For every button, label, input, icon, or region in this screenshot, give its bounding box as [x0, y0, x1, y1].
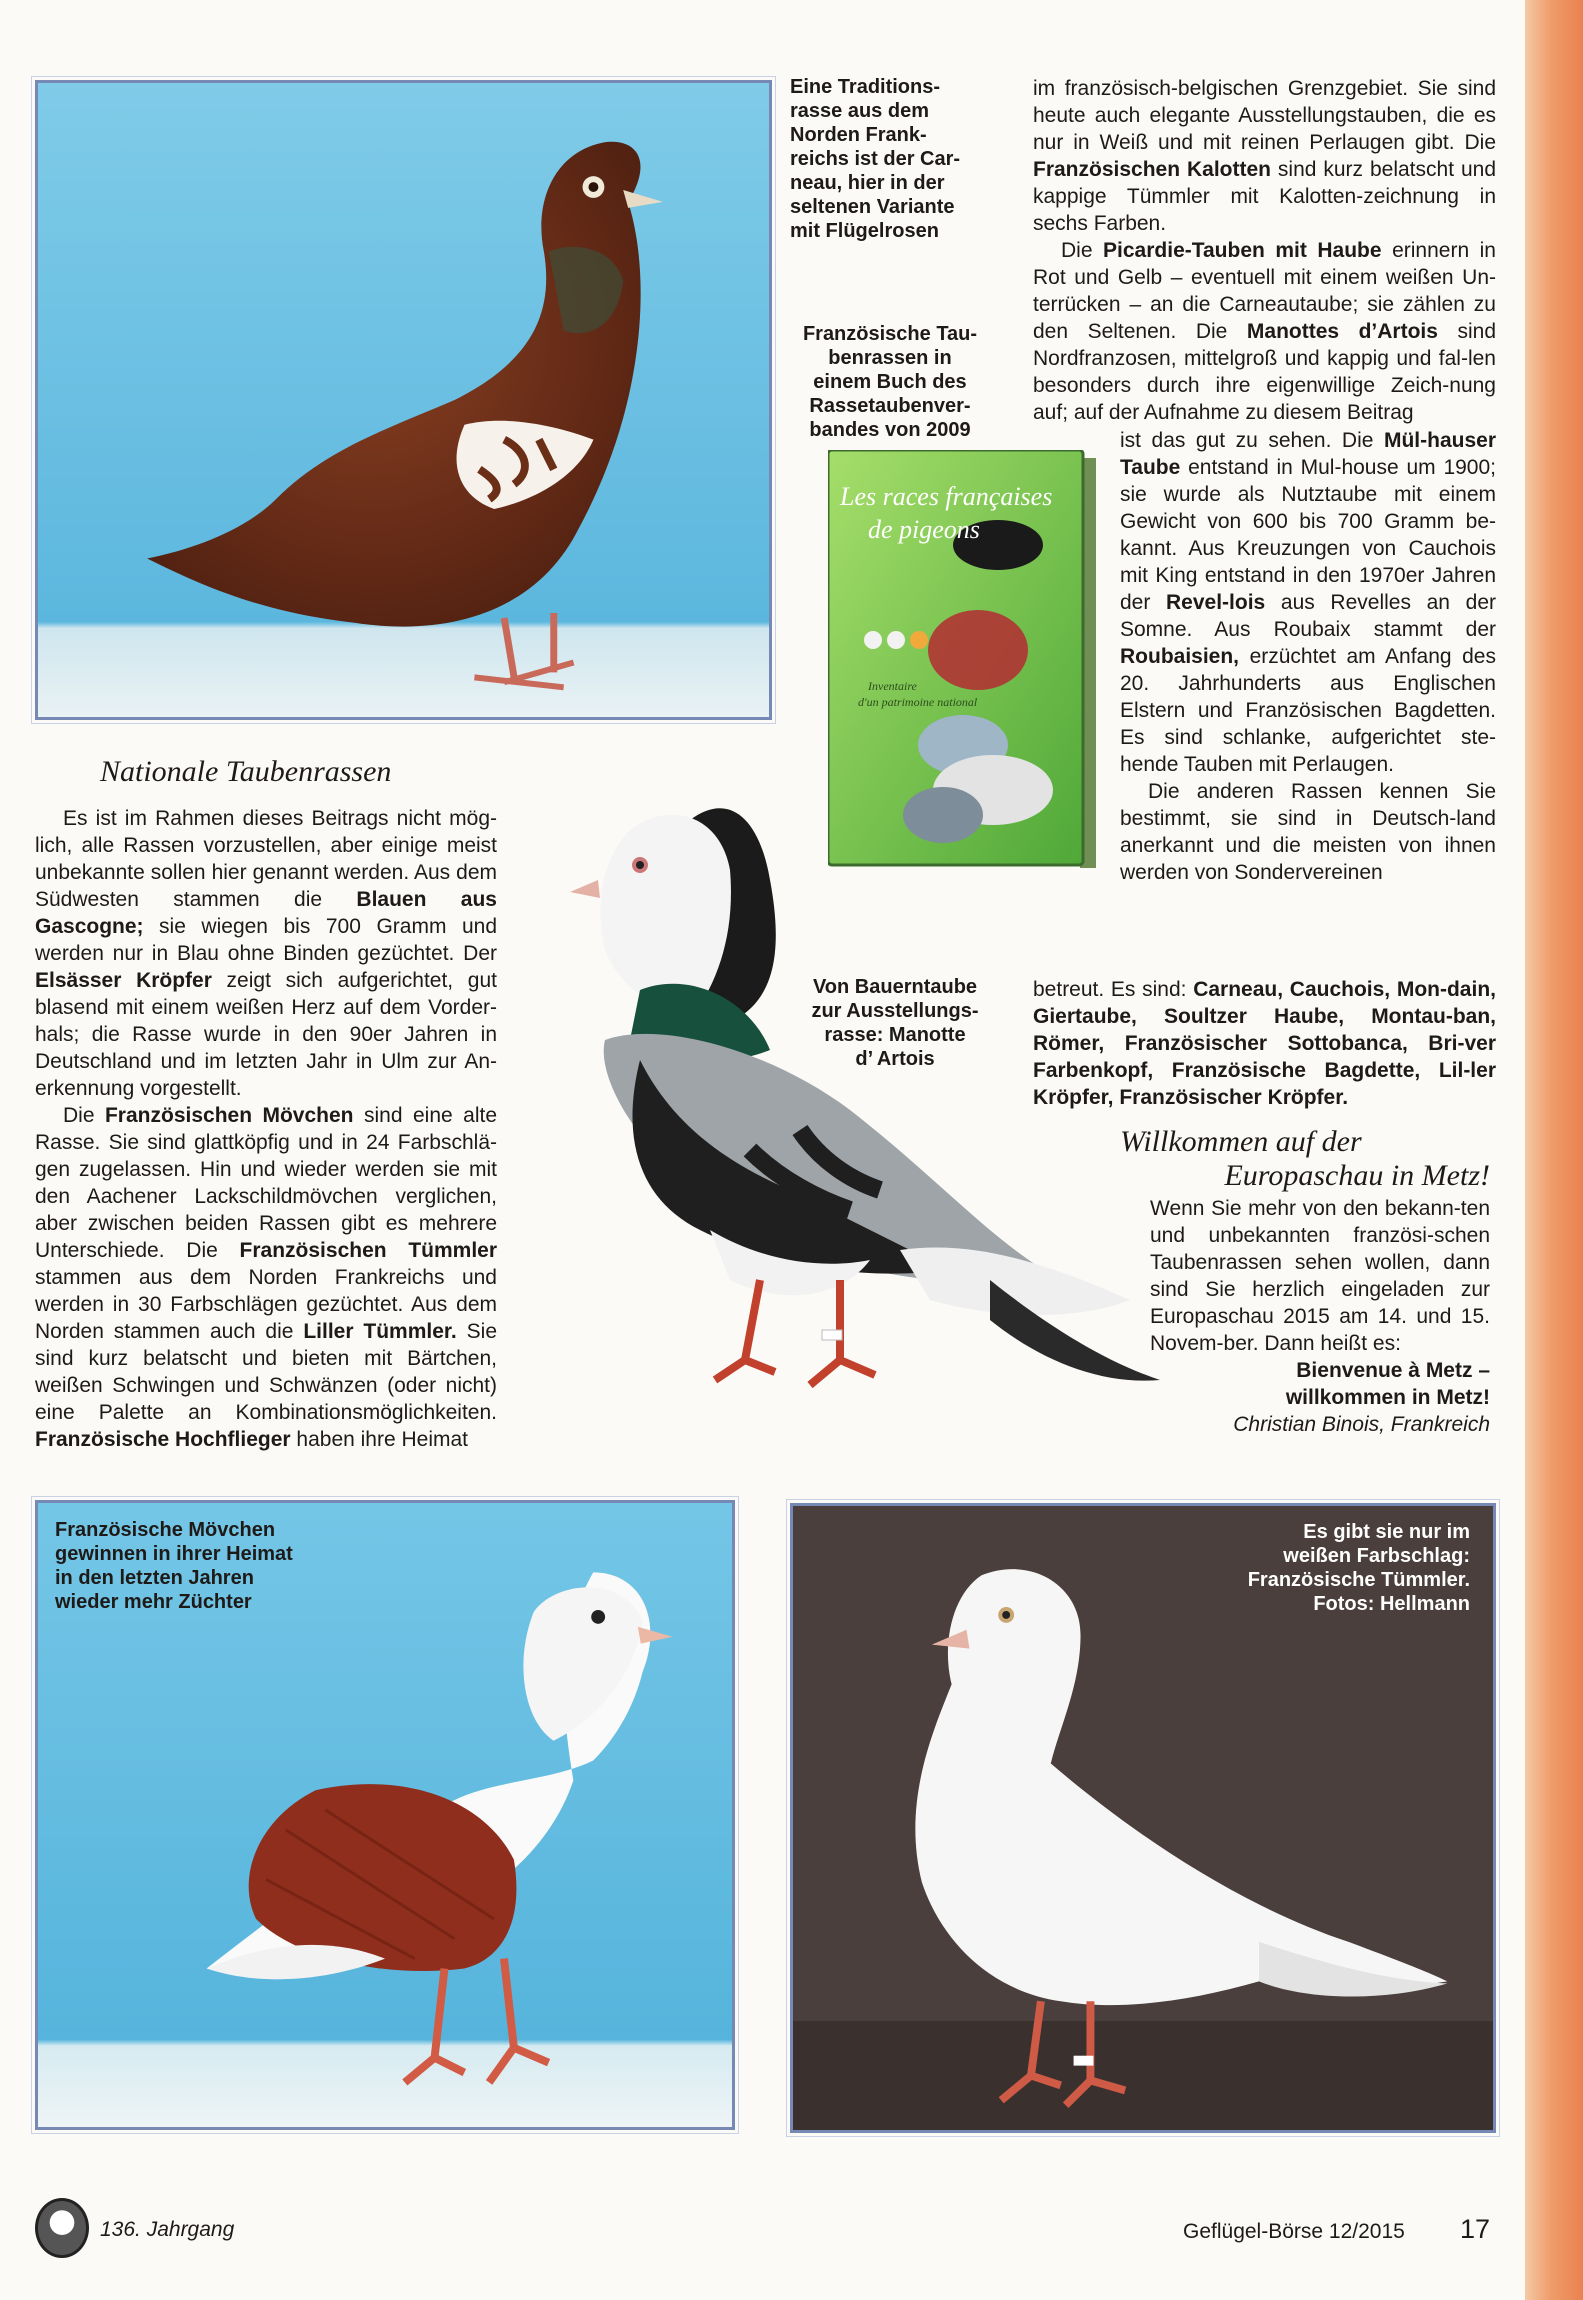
tuemmler-caption: Es gibt sie nur im weißen Farbschlag: Französische Tümmler. Fotos: Hellmann	[1247, 1521, 1470, 1615]
footer-page-number: 17	[1460, 2214, 1491, 2244]
book-title-line1: Les races françaises	[840, 482, 1053, 511]
book-subtitle-1: Inventaire	[868, 679, 917, 693]
left-column-text: Es ist im Rahmen dieses Beitrags nicht mög-lich, alle Rassen vorzustellen, aber einige meist unbekannte sollen hier genannt werden. Aus dem Südwesten stammen die Blauen aus Gascogne; sie wiegen bis 700 Gramm und werden nur in Blau ohne Binden gezüchtet. Der Elsässer Kröpfer zeigt sich aufgerichtet, gut blasend mit einem weißen Herz auf dem Vorder-hals; die Rasse wurde in den 90er Jahren in Deutschland und im letzten Jahr in Ulm zur An-erkennung vorgestellt. Die Französischen Mövchen sind eine alte Rasse. Sie sind glattköpfig und in 24 Farbschlä-gen zugelassen. Hin und wieder werden sie mit den Aachener Lackschildmövchen verglichen, aber zwischen beiden Rassen gibt es mehrere Unterschiede. Die Französischen Tümmler stammen aus dem Norden Frankreichs und werden in 30 Farbschlägen gezüchtet. Aus dem Norden stammen auch die Liller Tümmler. Sie sind kurz belatscht und bieten mit Bärtchen, weißen Schwingen und Schwänzen (oder nicht) eine Palette an Kombinationsmöglichkeiten. Französische Hochflieger haben ihre Heimat	[35, 807, 498, 1451]
book-caption: Französische Tau- benrassen in einem Buch des Rassetaubenver- bandes von 2009	[802, 323, 978, 441]
publisher-logo	[35, 2198, 89, 2258]
footer-volume: 136. Jahrgang	[100, 2218, 235, 2241]
carneau-caption: Eine Traditions- rasse aus dem Norden Frank- reichs ist der Car- neau, hier in der seltenen Variante mit Flügelrosen	[790, 76, 961, 242]
carneau-photo	[35, 80, 772, 720]
heading-nationale-taubenrassen: Nationale Taubenrassen	[100, 755, 392, 788]
author-signature: Christian Binois, Frankreich	[1233, 1413, 1490, 1436]
moevchen-caption: Französische Mövchen gewinnen in ihrer Heimat in den letzten Jahren wieder mehr Züchter	[55, 1519, 293, 1613]
closing-paragraph: Wenn Sie mehr von den bekann-ten und unbekannten französi-schen Taubenrassen sehen wollen, dann sind Sie herzlich eingeladen zur Europaschau 2015 am 14. und 15. Novem-ber. Dann heißt es: Bienvenue à Metz – willkommen in Metz! Christian Binois, Frankreich	[1150, 1197, 1490, 1436]
right-column-middle: ist das gut zu sehen. Die Mül-hauser Taube entstand in Mul-house um 1900; sie wurde als Nutztaube mit einem Gewicht von 600 bis 700 Gramm be-kannt. Aus Kreuzungen von Cauchois mit King entstand in den 1970er Jahren der Revel-lois aus Revelles an der Somne. Aus Roubaix stammt der Roubaisien, erzüchtet am Anfang des 20. Jahrhunderts aus Englischen Elstern und Französischen Bagdetten. Es sind schlanke, aufgerichtet ste-hende Tauben mit Perlaugen. Die anderen Rassen kennen Sie bestimmt, sie sind in Deutsch-land anerkannt und die meisten von ihnen werden von Sondervereinen	[1120, 429, 1496, 884]
footer-magazine: Geflügel-Börse 12/2015	[1183, 2220, 1405, 2243]
heading-willkommen-line1: Willkommen auf der	[1120, 1125, 1362, 1158]
heading-willkommen-line2: Europaschau in Metz!	[1224, 1159, 1490, 1192]
right-column-lower: betreut. Es sind: Carneau, Cauchois, Mon-dain, Giertaube, Soultzer Haube, Montau-ban, Römer, Französischer Sottobanca, Bri-ver Farbenkopf, Französische Bagdette, Lil-ler Kröpfer, Französischer Kröpfer.	[1033, 978, 1496, 1109]
orange-page-edge	[1525, 0, 1583, 2300]
manotte-pigeon-image	[520, 760, 1190, 1480]
heading-willkommen	[1080, 1125, 1490, 1193]
right-column-top: im französisch-belgischen Grenzgebiet. Sie sind heute auch elegante Ausstellungstauben, die es nur in Weiß und mit reinen Perlaugen gibt. Die Französischen Kalotten sind kurz belatscht und kappige Tümmler mit Kalotten-zeichnung in sechs Farben. Die Picardie-Tauben mit Haube erinnern in Rot und Gelb – eventuell mit einem weißen Un-terrücken – an die Carneautaube; sie zählen zu den Seltenen. Die Manottes d’Artois sind Nordfranzosen, mittelgroß und kappig und fal-len besonders durch ihre eigenwillige Zeich-nung auf; auf der Aufnahme zu diesem Beitrag	[1033, 77, 1496, 424]
book-title-line2: de pigeons	[868, 515, 980, 544]
manotte-caption: Von Bauerntaube zur Ausstellungs- rasse: Manotte d’ Artois	[811, 976, 979, 1070]
book-subtitle-2: d'un patrimoine national	[858, 695, 978, 709]
